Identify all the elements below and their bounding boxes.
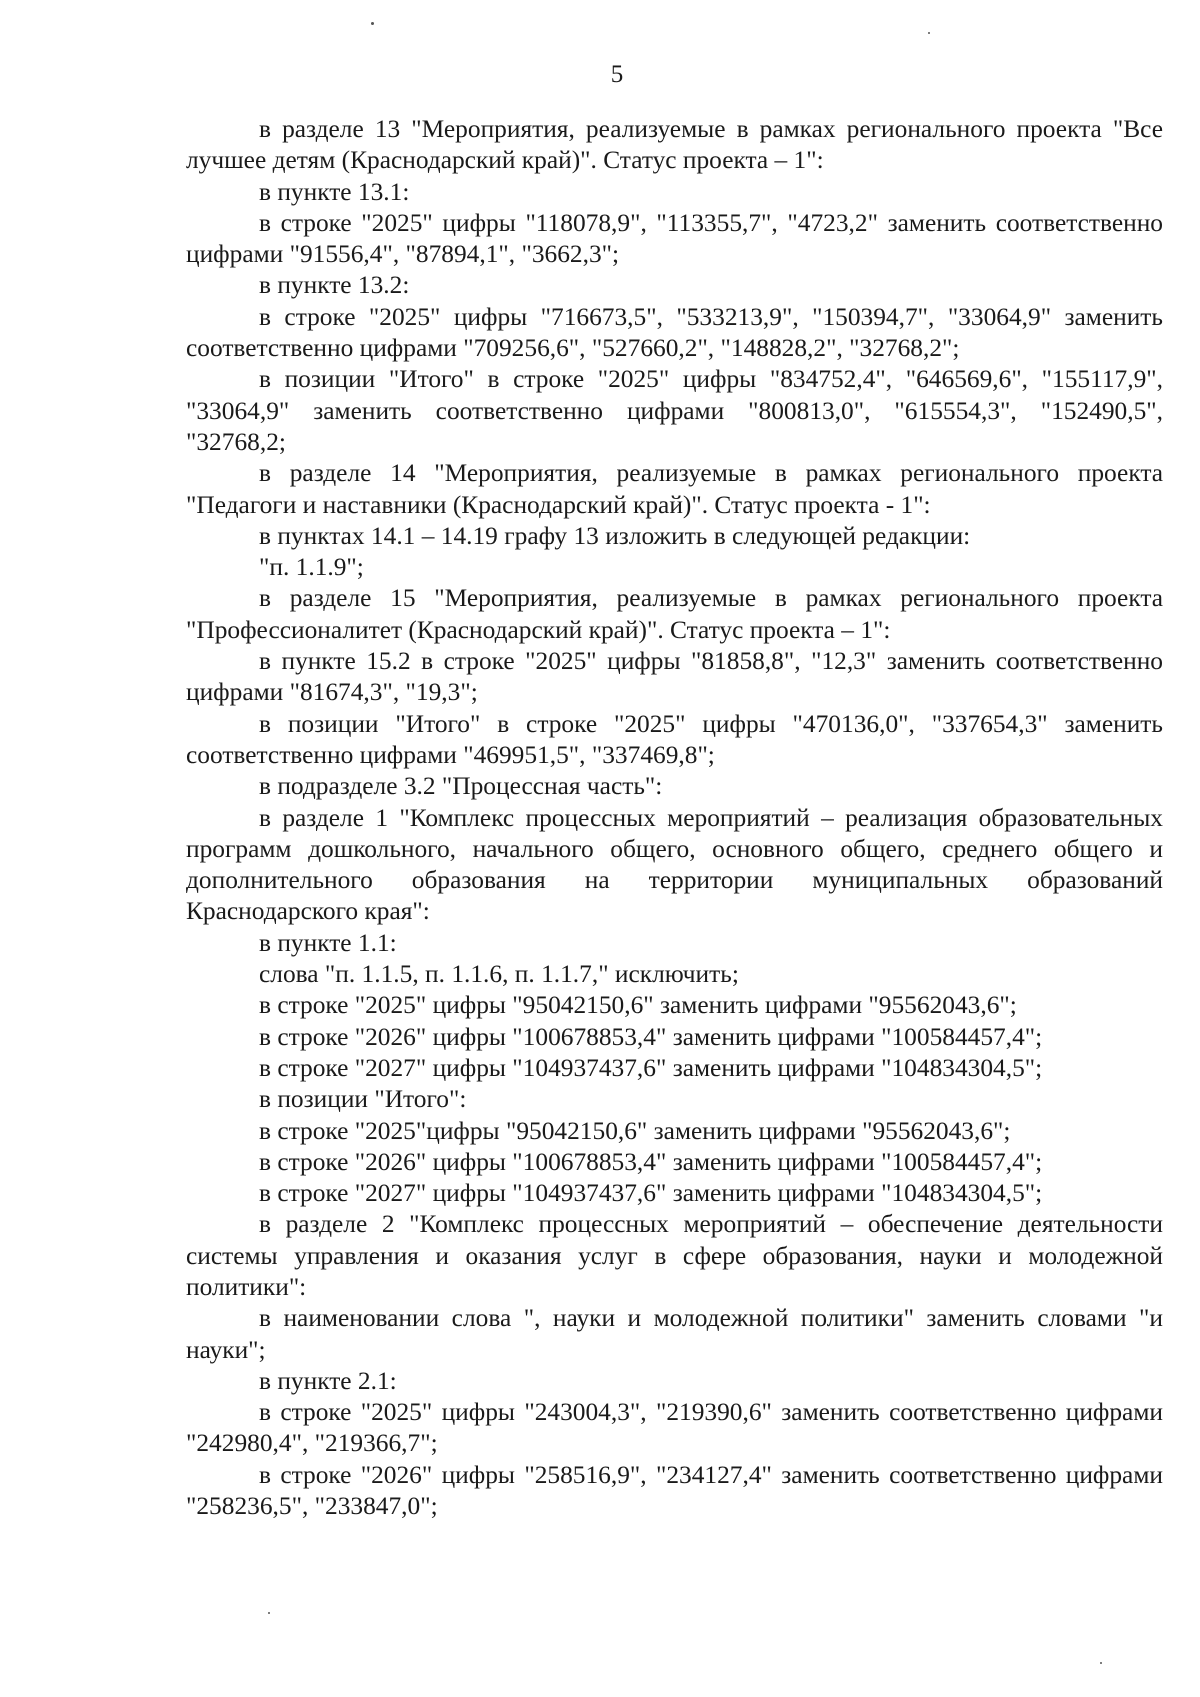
paragraph: в разделе 15 "Мероприятия, реализуемые в рамках регионального проекта "Профессионалитет (Краснодарский край)". Статус проекта – 1": <box>186 584 1163 644</box>
paragraph: в разделе 2 "Комплекс процессных мероприятий – обеспечение деятельности системы управления и оказания услуг в сфере образования, науки и молодежной политики": <box>186 1210 1163 1301</box>
paragraph: в позиции "Итого": <box>259 1085 467 1114</box>
paragraph: в позиции "Итого" в строке "2025" цифры "470136,0", "337654,3" заменить соответственно цифрами "469951,5", "337469,8"; <box>186 709 1163 769</box>
paragraph: в пункте 1.1: <box>259 928 397 957</box>
paragraph: в строке "2026" цифры "100678853,4" заменить цифрами "100584457,4"; <box>259 1147 1043 1176</box>
paragraph: в подразделе 3.2 "Процессная часть": <box>259 772 663 801</box>
paragraph: в пункте 15.2 в строке "2025" цифры "81858,8", "12,3" заменить соответственно цифрами "81674,3", "19,3"; <box>186 647 1163 707</box>
paragraph: в пункте 13.1: <box>259 177 410 206</box>
paragraph: в строке "2026" цифры "258516,9", "234127,4" заменить соответственно цифрами "258236,5", "233847,0"; <box>186 1460 1163 1521</box>
paragraph: слова "п. 1.1.5, п. 1.1.6, п. 1.1.7," исключить; <box>259 960 739 989</box>
paragraph: в строке "2027" цифры "104937437,6" заменить цифрами "104834304,5"; <box>259 1053 1043 1082</box>
paragraph: в разделе 14 "Мероприятия, реализуемые в рамках регионального проекта "Педагоги и наставники (Краснодарский край)". Статус проекта - 1": <box>186 459 1163 519</box>
paragraph: в наименовании слова ", науки и молодежной политики" заменить словами "и науки"; <box>186 1304 1163 1364</box>
document-body <box>186 114 1163 1522</box>
paragraph: в строке "2025" цифры "716673,5", "533213,9", "150394,7", "33064,9" заменить соответственно цифрами "709256,6", "527660,2", "148828,2", "32768,2"; <box>186 302 1163 363</box>
scan-speck <box>1100 1662 1102 1664</box>
paragraph: в строке "2025" цифры "95042150,6" заменить цифрами "95562043,6"; <box>259 991 1017 1020</box>
paragraph: в разделе 1 "Комплекс процессных мероприятий – реализация образовательных программ дошкольного, начального общего, основного общего, среднего общего и дополнительного образования на территории муниципальных образований Краснодарского края": <box>186 803 1163 926</box>
scan-speck <box>371 22 374 25</box>
paragraph: в пункте 13.2: <box>259 271 410 300</box>
paragraph: в строке "2025" цифры "243004,3", "219390,6" заменить соответственно цифрами "242980,4", "219366,7"; <box>186 1398 1163 1458</box>
paragraph: в пунктах 14.1 – 14.19 графу 13 изложить в следующей редакции: <box>259 521 971 550</box>
paragraph: в строке "2026" цифры "100678853,4" заменить цифрами "100584457,4"; <box>259 1022 1043 1051</box>
paragraph: в строке "2025"цифры "95042150,6" заменить цифрами "95562043,6"; <box>259 1116 1011 1145</box>
scan-speck <box>268 1612 270 1614</box>
scan-speck <box>928 32 930 34</box>
paragraph: в строке "2027" цифры "104937437,6" заменить цифрами "104834304,5"; <box>259 1179 1043 1208</box>
page-number: 5 <box>610 61 624 88</box>
paragraph: в пункте 2.1: <box>259 1366 397 1395</box>
paragraph: "п. 1.1.9"; <box>259 553 364 582</box>
paragraph: в позиции "Итого" в строке "2025" цифры "834752,4", "646569,6", "155117,9", "33064,9" заменить соответственно цифрами "800813,0", "615554,3", "152490,5", "32768,2; <box>186 365 1163 456</box>
paragraph: в строке "2025" цифры "118078,9", "113355,7", "4723,2" заменить соответственно цифрами "91556,4", "87894,1", "3662,3"; <box>186 208 1163 269</box>
paragraph: в разделе 13 "Мероприятия, реализуемые в рамках регионального проекта "Все лучшее детям (Краснодарский край)". Статус проекта – 1": <box>186 115 1163 175</box>
